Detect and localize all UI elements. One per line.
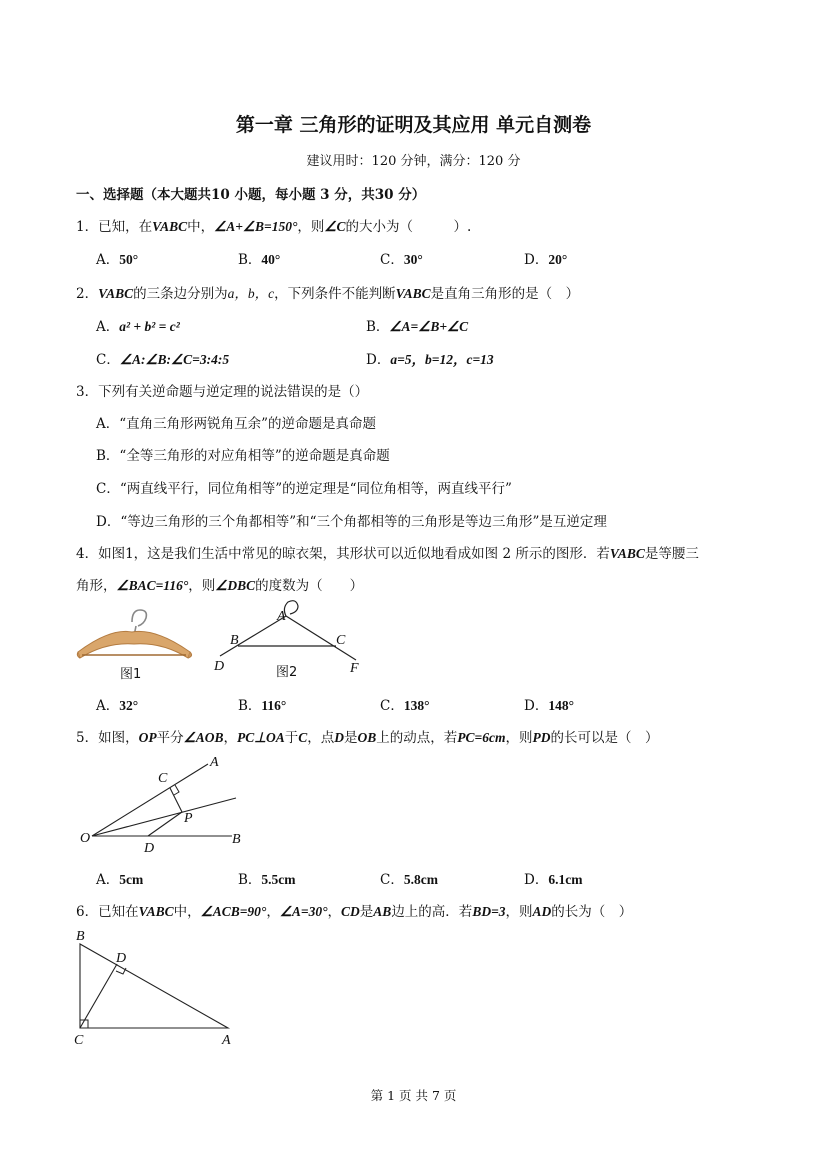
section-heading: 一、选择题（本大题共10 小题，每小题 3 分，共30 分） [76, 187, 426, 203]
q5-option-d[interactable]: D．6.1cm [524, 872, 583, 888]
q2-triangle-2: VABC [395, 286, 431, 301]
q5-label-d: D [144, 841, 155, 856]
q2-triangle: VABC [98, 286, 134, 301]
q1-text-end: 的大小为（ ）. [345, 219, 472, 235]
q5-label-p: P [184, 811, 193, 826]
fig2-label-a: A [277, 609, 286, 624]
q5-label-c: C [158, 771, 168, 786]
fig2-label-b: B [230, 633, 239, 648]
q2-option-d[interactable]: D．a=5，b=12，c=13 [366, 352, 494, 368]
q1-text-mid: 中， [187, 219, 215, 235]
q5-option-a[interactable]: A．5cm [96, 872, 144, 888]
q2-option-b[interactable]: B．∠A=∠B+∠C [366, 319, 469, 335]
page-number: 第 1 页 共 7 页 [370, 1088, 457, 1103]
q3-option-d[interactable]: D．“等边三角形的三个角都相等”和“三个角都相等的三角形是等边三角形”是互逆定理 [96, 514, 607, 530]
q4-option-c[interactable]: C．138° [380, 698, 430, 714]
q3-option-a[interactable]: A．“直角三角形两锐角互余”的逆命题是真命题 [96, 416, 377, 432]
q1-option-a[interactable]: A．50° [96, 252, 139, 268]
q2-vars: a，b，c [227, 286, 275, 301]
fig2-label-f: F [350, 661, 359, 676]
q6-label-c: C [74, 1033, 84, 1048]
question-5: 5．如图，OP平分∠AOB，PC⊥OA于C，点D是OB上的动点，若PC=6cm，则PD的长可以是（ ） [76, 730, 659, 746]
q5-option-b[interactable]: B．5.5cm [238, 872, 296, 888]
figure-q5 [76, 752, 256, 857]
q2-option-c[interactable]: C．∠A:∠B:∠C=3:4:5 [96, 352, 230, 368]
page-title: 第一章 三角形的证明及其应用 单元自测卷 [235, 114, 592, 136]
q1-option-d[interactable]: D．20° [524, 252, 568, 268]
question-1 [76, 215, 471, 235]
question-3: 3．下列有关逆命题与逆定理的说法错误的是（） [76, 384, 369, 400]
fig2-label-c: C [336, 633, 346, 648]
q4-option-a[interactable]: A．32° [96, 698, 139, 714]
q3-option-b[interactable]: B．“全等三角形的对应角相等”的逆命题是真命题 [96, 448, 390, 464]
figure-q6 [72, 926, 252, 1051]
q4-expression: ∠BAC=116° [116, 578, 189, 593]
q6-label-d: D [116, 951, 127, 966]
q1-triangle: VABC [152, 219, 188, 234]
q6-label-a: A [222, 1033, 231, 1048]
q1-angle: ∠C [324, 219, 346, 234]
q5-option-c[interactable]: C．5.8cm [380, 872, 438, 888]
q5-label-o: O [80, 831, 91, 846]
q4-option-d[interactable]: D．148° [524, 698, 574, 714]
q4-angle: ∠DBC [215, 578, 256, 593]
exam-info: 建议用时：120 分钟，满分：120 分 [306, 154, 521, 169]
q4-option-b[interactable]: B．116° [238, 698, 287, 714]
fig2-caption: 图2 [276, 665, 298, 680]
q1-option-b[interactable]: B．40° [238, 252, 281, 268]
q5-label-b: B [232, 832, 241, 847]
q1-option-c[interactable]: C．30° [380, 252, 423, 268]
question-4-line2: 角形，∠BAC=116°，则∠DBC的度数为（ ） [76, 578, 364, 594]
question-2: 2．VABC的三条边分别为a，b，c，下列条件不能判断VABC是直角三角形的是（ ） [76, 286, 580, 302]
q4-triangle: VABC [609, 546, 645, 561]
q1-expression: ∠A+∠B=150° [214, 219, 298, 234]
q1-text-post: ，则 [297, 219, 325, 235]
q2-option-a[interactable]: A．a² + b² = c² [96, 319, 180, 335]
figure-2 [210, 596, 370, 686]
q3-option-c[interactable]: C．“两直线平行，同位角相等”的逆定理是“同位角相等，两直线平行” [96, 481, 512, 497]
q5-label-a: A [210, 755, 219, 770]
q1-text-pre: 1．已知，在 [76, 219, 153, 235]
q6-label-b: B [76, 929, 85, 944]
question-6: 6．已知在VABC中，∠ACB=90°，∠A=30°，CD是AB边上的高．若BD=3，则AD的长为（ ） [76, 904, 633, 920]
fig1-caption: 图1 [120, 667, 142, 682]
fig2-label-d: D [214, 659, 225, 674]
question-4-line1: 4．如图1，这是我们生活中常见的晾衣架，其形状可以近似地看成如图 2 所示的图形．若VABC是等腰三 [76, 546, 699, 562]
